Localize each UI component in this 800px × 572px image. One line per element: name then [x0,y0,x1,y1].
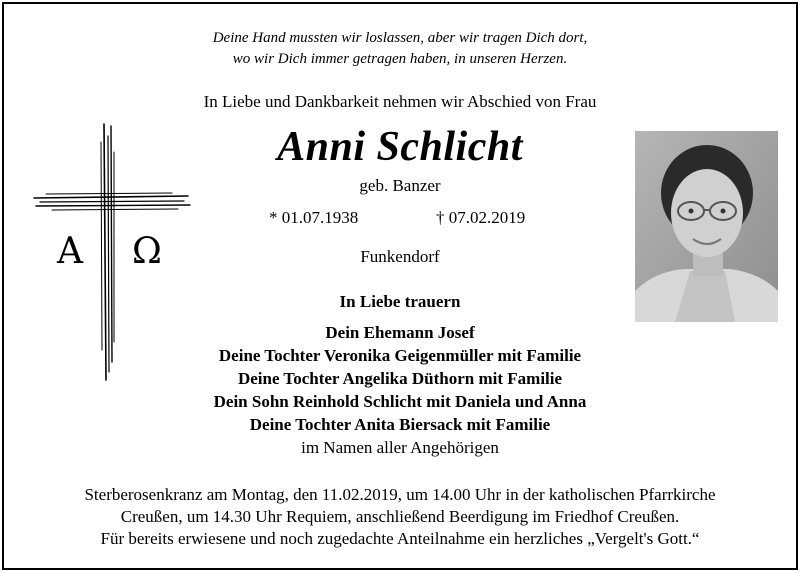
mourner-item: Deine Tochter Veronika Geigenmüller mit Familie [218,346,582,365]
mourners-closing: im Namen aller Angehörigen [301,438,499,457]
birth-date: * 01.07.1938 [269,208,359,227]
death-date: † 07.02.2019 [436,208,526,227]
mourner-item: Dein Ehemann Josef [325,323,475,342]
mourner-item: Dein Sohn Reinhold Schlicht mit Daniela und Anna [213,392,587,411]
obituary-notice [2,2,798,570]
mourner-item: Deine Tochter Angelika Düthorn mit Familie [237,369,563,388]
deceased-name: Anni Schlicht [277,124,523,170]
mourner-item: Deine Tochter Anita Biersack mit Familie [249,415,551,434]
footer-line-3: Für bereits erwiesene und noch zugedachte Anteilnahme ein herzliches „Vergelt's Gott.“ [100,529,700,548]
mourners-list [4,321,796,459]
alpha-symbol: A [57,231,83,272]
intro-text: In Liebe und Dankbarkeit nehmen wir Abschied von Frau [203,92,597,111]
mourners-heading: In Liebe trauern [339,292,461,311]
footer-line-1: Sterberosenkranz am Montag, den 11.02.2019, um 14.00 Uhr in der katholischen Pfarrkirche [84,485,716,504]
birth-name: geb. Banzer [359,176,441,195]
quote-line-1: Deine Hand mussten wir loslassen, aber wir tragen Dich dort, [212,30,588,46]
omega-symbol: Ω [132,231,162,272]
quote-line-2: wo wir Dich immer getragen haben, in unseren Herzen. [232,51,568,67]
funeral-details [4,484,796,550]
place-name: Funkendorf [360,247,440,266]
footer-line-2: Creußen, um 14.30 Uhr Requiem, anschließend Beerdigung im Friedhof Creußen. [120,507,680,526]
